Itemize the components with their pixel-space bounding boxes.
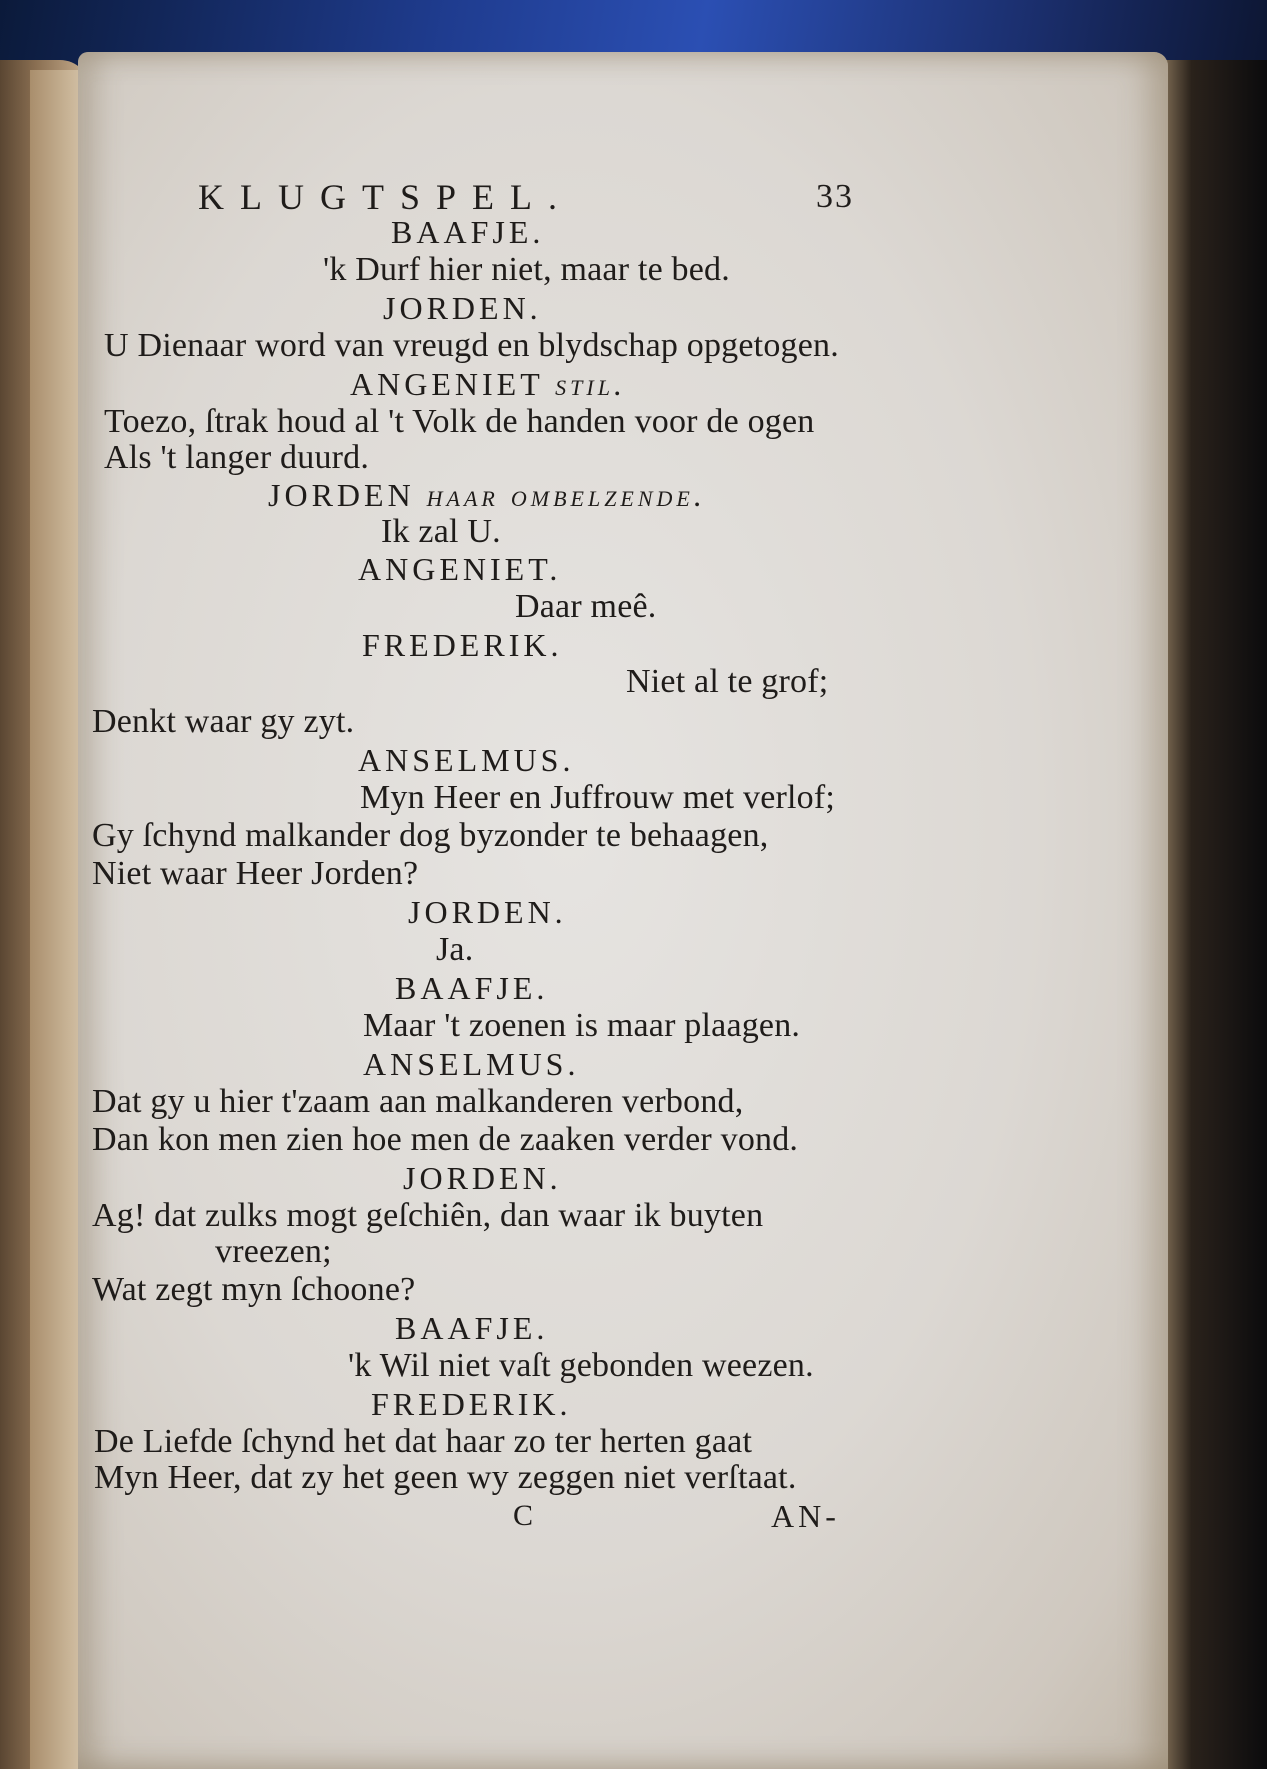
stage-direction: stil. bbox=[555, 366, 626, 402]
verse-line: 'k Wil niet vaſt gebonden weezen. bbox=[348, 1347, 814, 1384]
speaker-label: JORDEN haar ombelzende. bbox=[268, 477, 706, 513]
book-page bbox=[78, 52, 1168, 1769]
verse-line: vreezen; bbox=[215, 1233, 332, 1270]
verse-line: Denkt waar gy zyt. bbox=[92, 703, 355, 740]
verse-line: 'k Durf hier niet, maar te bed. bbox=[323, 251, 730, 288]
verse-line: Maar 't zoenen is maar plaagen. bbox=[363, 1007, 801, 1044]
verse-line: De Liefde ſchynd het dat haar zo ter herten gaat bbox=[94, 1423, 753, 1460]
signature-mark: C bbox=[513, 1499, 534, 1532]
speaker-label: ANGENIET. bbox=[358, 551, 562, 587]
page-number: 33 bbox=[816, 178, 854, 215]
verse-line: Niet waar Heer Jorden? bbox=[92, 855, 419, 892]
speaker-label: JORDEN. bbox=[403, 1160, 562, 1196]
speaker-label: JORDEN. bbox=[383, 290, 542, 326]
verse-line: Daar meê. bbox=[515, 588, 657, 625]
verse-line: Gy ſchynd malkander dog byzonder te behaagen, bbox=[92, 817, 769, 854]
verse-line: Wat zegt myn ſchoone? bbox=[92, 1271, 416, 1308]
speaker-label: ANSELMUS. bbox=[363, 1046, 580, 1082]
speaker-label: FREDERIK. bbox=[371, 1386, 572, 1422]
speaker-label: ANSELMUS. bbox=[358, 742, 575, 778]
verse-line: Ag! dat zulks mogt geſchiên, dan waar ik buyten bbox=[92, 1197, 764, 1234]
verse-line: Toezo, ſtrak houd al 't Volk de handen voor de ogen bbox=[104, 403, 815, 440]
stage-direction: haar ombelzende. bbox=[426, 477, 706, 513]
verse-line: Myn Heer en Juffrouw met verlof; bbox=[360, 779, 836, 816]
verse-line: Dan kon men zien hoe men de zaaken verder vond. bbox=[92, 1121, 799, 1158]
speaker-label: BAAFJE. bbox=[395, 1310, 549, 1346]
verse-line: Ja. bbox=[436, 931, 474, 968]
running-head: KLUGTSPEL. bbox=[198, 177, 573, 217]
verse-line: Ik zal U. bbox=[381, 513, 501, 550]
speaker-label: FREDERIK. bbox=[362, 627, 563, 663]
verse-line: U Dienaar word van vreugd en blydschap opgetogen. bbox=[104, 327, 839, 364]
verse-line: Niet al te grof; bbox=[626, 663, 829, 700]
verse-line: Dat gy u hier t'zaam aan malkanderen verbond, bbox=[92, 1083, 744, 1120]
speaker-label: BAAFJE. bbox=[391, 214, 545, 250]
speaker-label: ANGENIET stil. bbox=[350, 366, 626, 402]
speaker-label: BAAFJE. bbox=[395, 970, 549, 1006]
catchword: AN- bbox=[771, 1498, 840, 1534]
verse-line: Myn Heer, dat zy het geen wy zeggen niet verſtaat. bbox=[94, 1459, 797, 1496]
verse-line: Als 't langer duurd. bbox=[104, 439, 370, 476]
speaker-label: JORDEN. bbox=[408, 894, 567, 930]
